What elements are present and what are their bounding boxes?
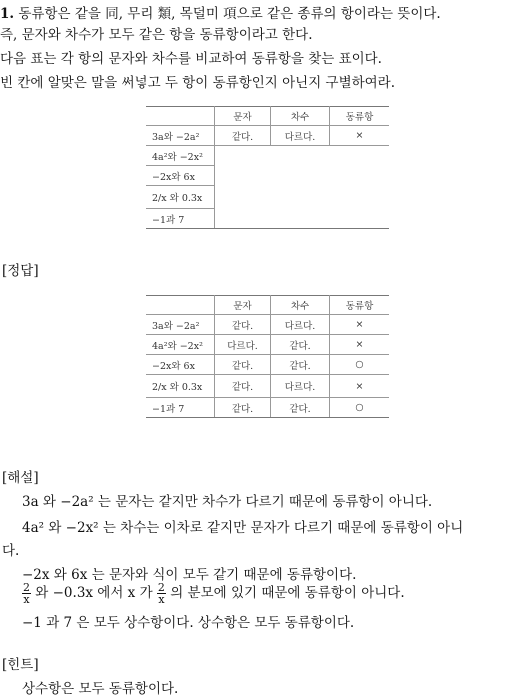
table-row	[146, 335, 389, 355]
table-cell: 3a와 −2a²	[146, 126, 215, 146]
table-cell: 같다.	[271, 335, 330, 355]
answer-table-header: 차수	[271, 296, 330, 315]
table-cell: 다르다.	[271, 315, 330, 335]
table-row	[146, 375, 389, 398]
table-cell: ×	[330, 126, 390, 146]
explanation-line-5: −1 과 7 은 모두 상수항이다. 상수항은 모두 동류항이다.	[22, 615, 355, 631]
answer-label: [정답]	[2, 263, 39, 279]
question-table-header: 동류항	[330, 107, 390, 126]
table-cell: −1과 7	[146, 209, 215, 229]
explanation-line-4: $\frac{2}{x}$ 와 −0.3x 에서 x 가 $\frac{2}{x}$ 의 분모에 있기 때문에 동류항이 아니다.	[23, 581, 405, 606]
table-cell: 다르다.	[271, 375, 330, 398]
explanation-line-3: −2x 와 6x 는 문자와 식이 모두 같기 때문에 동류항이다.	[22, 567, 357, 583]
explanation-label: [해설]	[2, 470, 39, 486]
table-cell: −1과 7	[146, 398, 215, 418]
table-cell: −2x와 6x	[146, 166, 215, 186]
fraction-2-over-x: $\frac{2}{x}$	[157, 581, 165, 606]
question-text-1: 동류항은 같을 同, 무리 類, 목덜미 項으로 같은 종류의 항이라는 뜻이다.	[18, 6, 441, 22]
question-number: 1.	[0, 6, 15, 22]
table-cell: 같다.	[271, 355, 330, 375]
table-row	[146, 355, 389, 375]
answer-table-header: 동류항	[330, 296, 390, 315]
table-row	[146, 398, 389, 418]
table-cell: ×	[330, 375, 390, 398]
table-cell: 2/x 와 0.3x	[146, 186, 215, 209]
table-cell: 같다.	[215, 355, 271, 375]
table-row	[146, 315, 389, 335]
explanation-line-2: 4a² 와 −2x² 는 차수는 이차로 같지만 문자가 다르기 때문에 동류항이 아니	[22, 520, 464, 536]
table-cell: 다르다.	[215, 335, 271, 355]
question-table-header	[146, 107, 215, 126]
hint-text: 상수항은 모두 동류항이다.	[22, 681, 179, 697]
table-cell: 같다.	[215, 126, 271, 146]
table-cell: 같다.	[215, 315, 271, 335]
table-cell: ×	[330, 315, 390, 335]
question-line-2: 즉, 문자와 차수가 모두 같은 항을 동류항이라고 한다.	[0, 27, 313, 43]
question-line-4: 빈 칸에 알맞은 말을 써넣고 두 항이 동류항인지 아닌지 구별하여라.	[0, 75, 396, 91]
table-cell: 같다.	[271, 398, 330, 418]
table-cell: 4a²와 −2x²	[146, 146, 215, 166]
table-cell: ○	[330, 355, 390, 375]
table-row	[146, 126, 389, 146]
answer-table	[146, 295, 389, 418]
table-cell: 4a²와 −2x²	[146, 335, 215, 355]
table-cell: 같다.	[215, 398, 271, 418]
table-cell: ×	[330, 335, 390, 355]
answer-table-header	[146, 296, 215, 315]
explanation-line-1: 3a 와 −2a² 는 문자는 같지만 차수가 다르기 때문에 동류항이 아니다.	[22, 494, 433, 510]
question-table-header: 차수	[271, 107, 330, 126]
question-table	[146, 106, 389, 229]
question-line-1	[0, 2, 441, 22]
hint-label: [힌트]	[2, 657, 39, 673]
table-cell: 같다.	[215, 375, 271, 398]
explanation-line-2b: 다.	[2, 543, 20, 559]
blank-area	[215, 146, 390, 229]
table-cell: ○	[330, 398, 390, 418]
table-cell: 다르다.	[271, 126, 330, 146]
question-line-3: 다음 표는 각 항의 문자와 차수를 비교하여 동류항을 찾는 표이다.	[0, 51, 382, 67]
table-cell: 2/x 와 0.3x	[146, 375, 215, 398]
table-cell: 3a와 −2a²	[146, 315, 215, 335]
table-cell: −2x와 6x	[146, 355, 215, 375]
question-table-header: 문자	[215, 107, 271, 126]
fraction-2-over-x: $\frac{2}{x}$	[23, 581, 30, 606]
answer-table-header: 문자	[215, 296, 271, 315]
table-row	[146, 146, 389, 166]
